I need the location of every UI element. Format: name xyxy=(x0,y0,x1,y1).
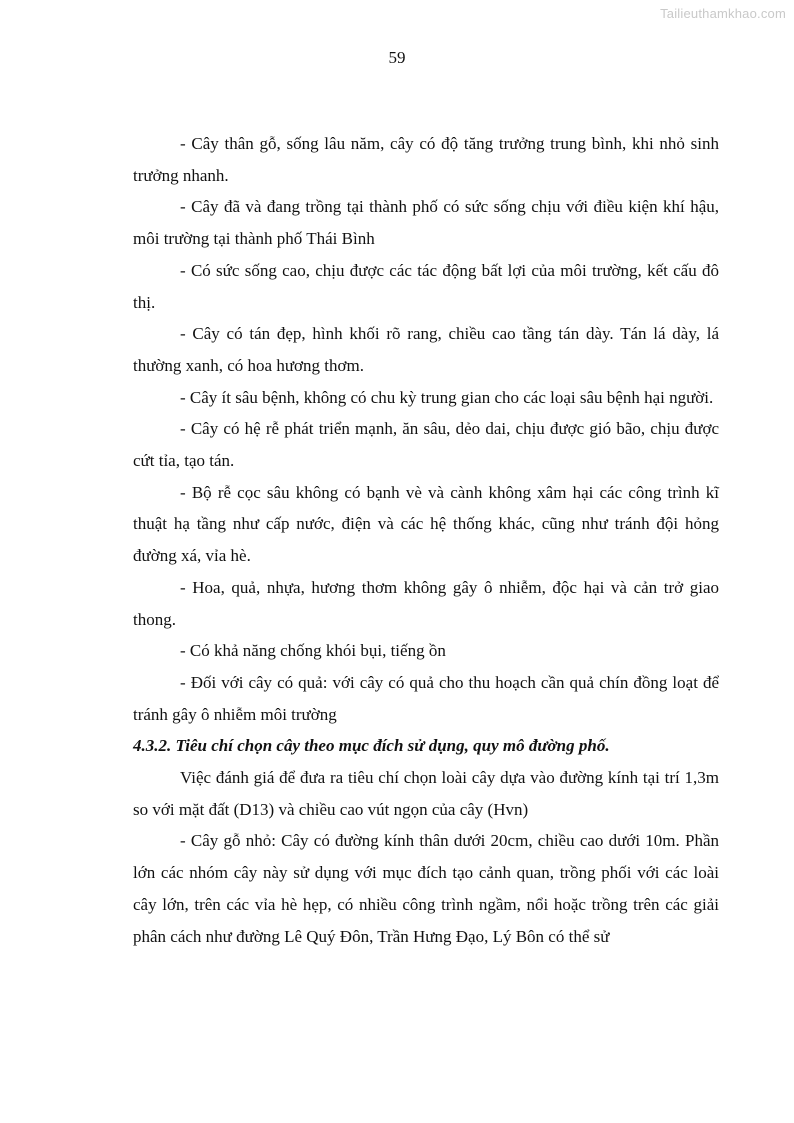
body-paragraph: Việc đánh giá để đưa ra tiêu chí chọn loài cây dựa vào đường kính tại trí 1,3m so với mặt đất (D13) và chiều cao vút ngọn của cây (Hvn) xyxy=(133,768,719,819)
page-number: 59 xyxy=(388,48,406,67)
criterion-paragraph: - Có khả năng chống khói bụi, tiếng ồn xyxy=(180,641,446,661)
criterion-paragraph: - Cây đã và đang trồng tại thành phố có sức sống chịu với điều kiện khí hậu, môi trường tại thành phố Thái Bình xyxy=(133,197,719,249)
criterion-paragraph: - Cây có hệ rễ phát triển mạnh, ăn sâu, dẻo dai, chịu được gió bão, chịu được cứt tỉa, tạo tán. xyxy=(133,419,719,471)
document-body xyxy=(133,128,719,952)
criterion-paragraph: - Có sức sống cao, chịu được các tác động bất lợi của môi trường, kết cấu đô thị. xyxy=(133,260,719,312)
body-paragraph: - Cây gỗ nhỏ: Cây có đường kính thân dưới 20cm, chiều cao dưới 10m. Phần lớn các nhóm cây này sử dụng với mục đích tạo cảnh quan, trồng phối với các loài cây lớn, trên các vỉa hè hẹp, có nhiều công trình ngầm, nổi hoặc trồng trên các giải phân cách như đường Lê Quý Đôn, Trần Hưng Đạo, Lý Bôn có thể sử xyxy=(133,831,719,946)
criterion-paragraph: - Cây thân gỗ, sống lâu năm, cây có độ tăng trưởng trung bình, khi nhỏ sinh trưởng nhanh. xyxy=(133,134,719,185)
criterion-paragraph: - Cây có tán đẹp, hình khối rõ rang, chiều cao tầng tán dày. Tán lá dày, lá thường xanh, có hoa hương thơm. xyxy=(133,324,719,375)
watermark: Tailieuthamkhao.com xyxy=(660,6,786,21)
criterion-paragraph: - Hoa, quả, nhựa, hương thơm không gây ô nhiễm, độc hại và cản trở giao thong. xyxy=(133,577,719,629)
criterion-paragraph: - Đối với cây có quả: với cây có quả cho thu hoạch cần quả chín đồng loạt để tránh gây ô nhiễm môi trường xyxy=(133,672,719,724)
section-heading: 4.3.2. Tiêu chí chọn cây theo mục đích sử dụng, quy mô đường phố. xyxy=(133,736,610,756)
criterion-paragraph: - Bộ rễ cọc sâu không có bạnh vè và cành không xâm hại các công trình kĩ thuật hạ tầng như cấp nước, điện và các hệ thống khác, cũng như tránh đội hỏng đường xá, vỉa hè. xyxy=(133,482,719,566)
criterion-paragraph: - Cây ít sâu bệnh, không có chu kỳ trung gian cho các loại sâu bệnh hại người. xyxy=(180,387,714,407)
